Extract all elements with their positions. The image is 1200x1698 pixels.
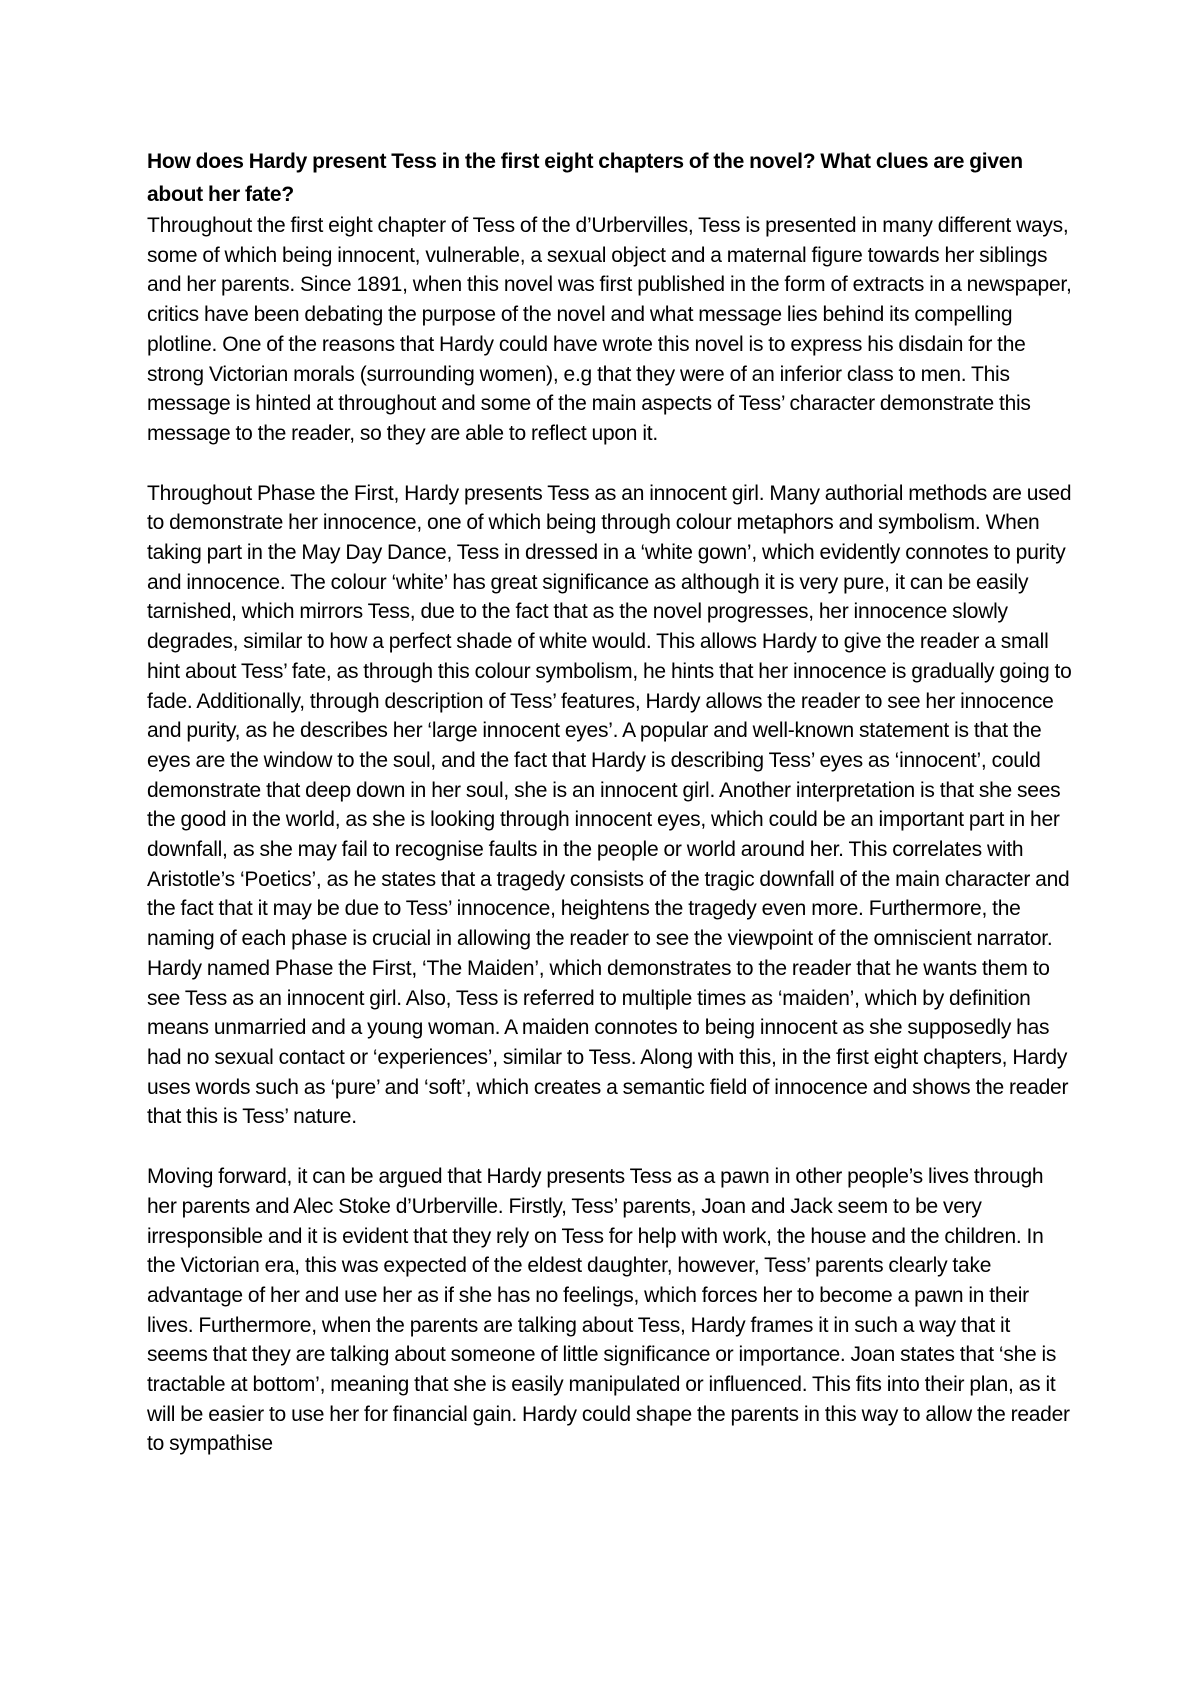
paragraph-spacer: [147, 449, 1072, 479]
paragraph-innocence: Throughout Phase the First, Hardy presents Tess as an innocent girl. Many authorial methods are used to demonstrate her innocence, one of which being through colour metaphors and symbolism. When taking part in the May Day Dance, Tess in dressed in a ‘white gown’, which evidently connotes to purity and innocence. The colour ‘white’ has great significance as although it is very pure, it can be easily tarnished, which mirrors Tess, due to the fact that as the novel progresses, her innocence slowly degrades, similar to how a perfect shade of white would. This allows Hardy to give the reader a small hint about Tess’ fate, as through this colour symbolism, he hints that her innocence is gradually going to fade. Additionally, through description of Tess’ features, Hardy allows the reader to see her innocence and purity, as he describes her ‘large innocent eyes’. A popular and well-known statement is that the eyes are the window to the soul, and the fact that Hardy is describing Tess’ eyes as ‘innocent’, could demonstrate that deep down in her soul, she is an innocent girl. Another interpretation is that she sees the good in the world, as she is looking through innocent eyes, which could be an important part in her downfall, as she may fail to recognise faults in the people or world around her. This correlates with Aristotle’s ‘Poetics’, as he states that a tragedy consists of the tragic downfall of the main character and the fact that it may be due to Tess’ innocence, heightens the tragedy even more. Furthermore, the naming of each phase is crucial in allowing the reader to see the viewpoint of the omniscient narrator. Hardy named Phase the First, ‘The Maiden’, which demonstrates to the reader that he wants them to see Tess as an innocent girl. Also, Tess is referred to multiple times as ‘maiden’, which by definition means unmarried and a young woman. A maiden connotes to being innocent as she supposedly has had no sexual contact or ‘experiences’, similar to Tess. Along with this, in the first eight chapters, Hardy uses words such as ‘pure’ and ‘soft’, which creates a semantic field of innocence and shows the reader that this is Tess’ nature.: [147, 481, 1072, 1129]
essay-body: [147, 145, 1072, 1459]
paragraph-introduction: Throughout the first eight chapter of Tess of the d’Urbervilles, Tess is presented in many different ways, some of which being innocent, vulnerable, a sexual object and a maternal figure towards her siblings and her parents. Since 1891, when this novel was first published in the form of extracts in a newspaper, critics have been debating the purpose of the novel and what message lies behind its compelling plotline. One of the reasons that Hardy could have wrote this novel is to express his disdain for the strong Victorian morals (surrounding women), e.g that they were of an inferior class to men. This message is hinted at throughout and some of the main aspects of Tess’ character demonstrate this message to the reader, so they are able to reflect upon it.: [147, 214, 1072, 445]
essay-question: How does Hardy present Tess in the first eight chapters of the novel? What clues are given about her fate?: [147, 150, 1023, 206]
paragraph-pawn: Moving forward, it can be argued that Hardy presents Tess as a pawn in other people’s lives through her parents and Alec Stoke d’Urberville. Firstly, Tess’ parents, Joan and Jack seem to be very irresponsible and it is evident that they rely on Tess for help with work, the house and the children. In the Victorian era, this was expected of the eldest daughter, however, Tess’ parents clearly take advantage of her and use her as if she has no feelings, which forces her to become a pawn in their lives. Furthermore, when the parents are talking about Tess, Hardy frames it in such a way that it seems that they are talking about someone of little significance or importance. Joan states that ‘she is tractable at bottom’, meaning that she is easily manipulated or influenced. This fits into their plan, as it will be easier to use her for financial gain. Hardy could shape the parents in this way to allow the reader to sympathise: [147, 1165, 1070, 1456]
paragraph-spacer: [147, 1132, 1072, 1162]
